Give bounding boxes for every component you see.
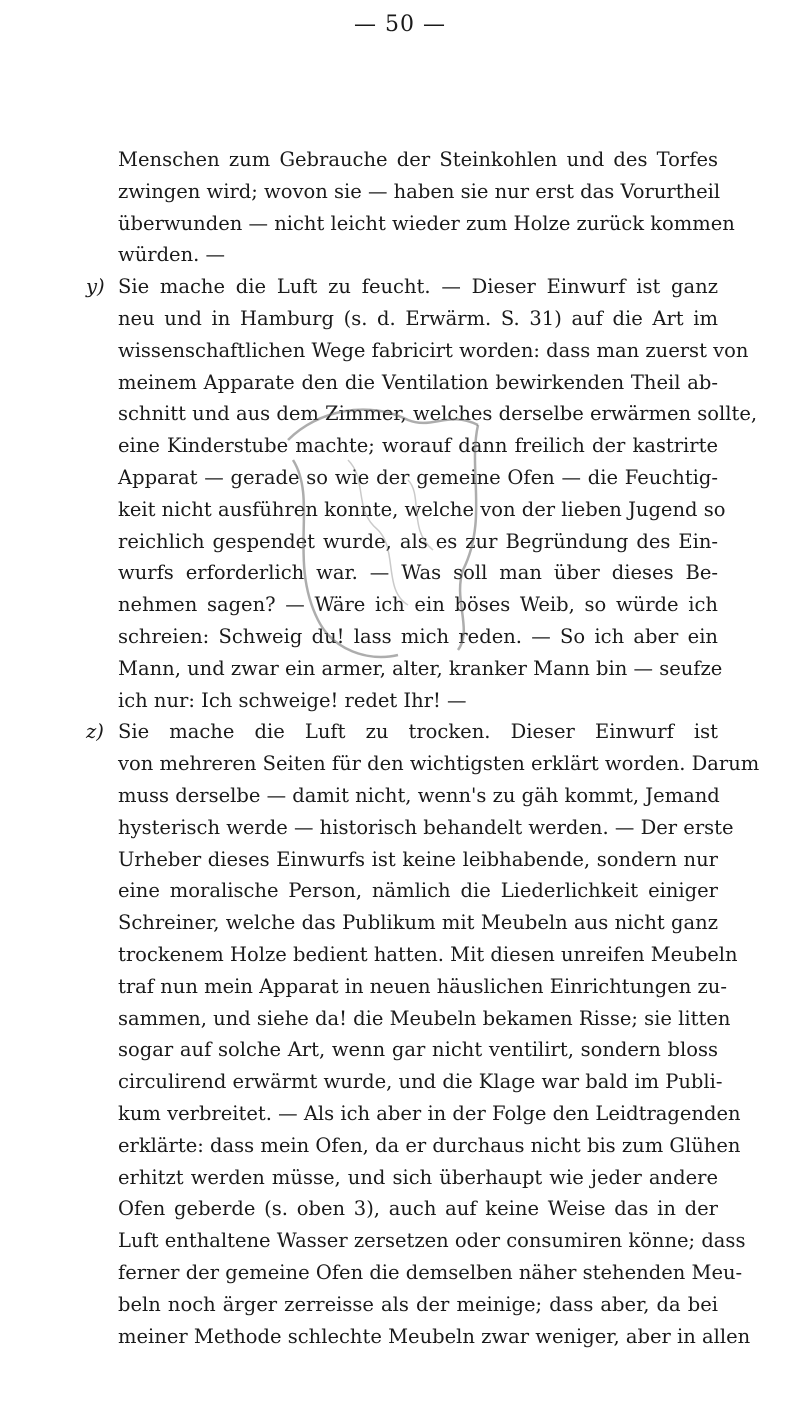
line-text: von mehreren Seiten für den wichtigsten erklärt worden. Darum [118,752,760,776]
text-line [118,1006,731,1035]
text-line [118,689,718,717]
line-text: beln noch ärger zerreisse als der meinige; dass aber, da bei [118,1292,718,1316]
line-text: muss derselbe — damit nicht, wenn's zu gäh kommt, Jemand [118,784,720,807]
line-text: ferner der gemeine Ofen die demselben näher stehenden Meu- [118,1261,743,1284]
text-line [118,1261,743,1289]
line-text: erklärte: dass mein Ofen, da er durchaus nicht bis zum Glühen [118,1133,741,1157]
text-line [118,974,727,1003]
line-text: meiner Methode schlechte Meubeln zwar weniger, aber in allen [118,1324,751,1348]
text-line [118,879,718,907]
text-line [118,1038,718,1066]
text-line [118,943,738,971]
line-text: wissenschaftlichen Wege fabricirt worden: dass man zuerst von [118,338,749,362]
line-text: Mann, und zwar ein armer, alter, kranker Mann bin — seufze [118,656,723,680]
text-line [118,179,721,208]
text-line [118,1102,741,1130]
line-text: sogar auf solche Art, wenn gar nicht ventilirt, sondern bloss [118,1038,718,1062]
text-line [118,402,758,430]
text-line [118,211,735,240]
text-line [118,1324,751,1353]
text-line [118,148,718,176]
line-text: nehmen sagen? — Wäre ich ein böses Weib, so würde ich [118,593,718,617]
line-text: Urheber dieses Einwurfs ist keine leibhabende, sondern nur [118,847,718,871]
line-text: ich nur: Ich schweige! redet Ihr! — [118,688,467,712]
text-line [86,275,718,303]
line-text: Sie mache die Luft zu feucht. — Dieser Einwurf ist ganz [118,275,718,299]
text-line [118,561,718,589]
text-line [118,1229,746,1257]
text-line [118,656,723,685]
text-line [118,243,718,271]
line-text: erhitzt werden müsse, und sich überhaupt wie jeder andere [118,1165,718,1189]
line-text: keit nicht ausführen konnte, welche von der lieben Jugend so [118,497,726,521]
line-text: kum verbreitet. — Als ich aber in der Folge den Leidtragenden [118,1102,741,1125]
line-text: Schreiner, welche das Publikum mit Meubeln aus nicht ganz [118,911,718,935]
line-text: trockenem Holze bedient hatten. Mit diesen unreifen Meubeln [118,943,738,966]
text-line [118,530,718,558]
text-line [118,1197,718,1225]
text-line [86,720,718,748]
text-line [118,1070,723,1098]
text-line [118,848,718,876]
text-line [118,1293,718,1321]
line-text: Apparat — gerade so wie der gemeine Ofen — die Feuchtig- [118,466,718,489]
line-text: circulirend erwärmt wurde, und die Klage war bald im Publi- [118,1070,723,1094]
text-line [118,625,718,653]
line-text: Sie mache die Luft zu trocken. Dieser Einwurf ist [118,720,718,744]
line-text: schnitt und aus dem Zimmer, welches derselbe erwärmen sollte, [118,402,758,426]
line-text: neu und in Hamburg (s. d. Erwärm. S. 31) auf die Art im [118,307,718,330]
section-marker: y) [86,275,105,299]
section-marker: z) [86,720,104,744]
line-text: zwingen wird; wovon sie — haben sie nur erst das Vorurtheil [118,179,721,203]
line-text: reichlich gespendet wurde, als es zur Begründung des Ein- [118,529,718,553]
text-line [118,466,718,494]
line-text: wurfs erforderlich war. — Was soll man über dieses Be- [118,561,718,585]
text-line [118,1133,741,1162]
line-text: schreien: Schweig du! lass mich reden. — So ich aber ein [118,625,718,648]
text-line [118,911,718,939]
line-text: überwunden — nicht leicht wieder zum Holze zurück kommen [118,211,735,235]
line-text: eine moralische Person, nämlich die Liederlichkeit einiger [118,879,718,903]
text-line [118,434,718,462]
text-line [118,1166,718,1194]
line-text: traf nun mein Apparat in neuen häuslichen Einrichtungen zu- [118,974,727,998]
line-text: eine Kinderstube machte; worauf dann freilich der kastrirte [118,434,718,458]
line-text: würden. — [118,243,226,267]
text-line [118,784,718,812]
text-line [118,593,718,621]
text-line [118,497,726,526]
text-line [118,752,760,780]
text-line [118,815,734,844]
line-text: hysterisch werde — historisch behandelt werden. — Der erste [118,815,734,839]
line-text: Menschen zum Gebrauche der Steinkohlen und des Torfes [118,148,718,171]
line-text: Luft enthaltene Wasser zersetzen oder consumiren könne; dass [118,1229,746,1253]
text-line [118,338,749,367]
line-text: sammen, und siehe da! die Meubeln bekamen Risse; sie litten [118,1006,731,1030]
line-text: meinem Apparate den die Ventilation bewirkenden Theil ab- [118,370,718,394]
text-line [118,307,718,335]
line-text: Ofen geberde (s. oben 3), auch auf keine Weise das in der [118,1197,718,1221]
page-number: — 50 — [354,12,446,37]
text-line [118,371,718,399]
